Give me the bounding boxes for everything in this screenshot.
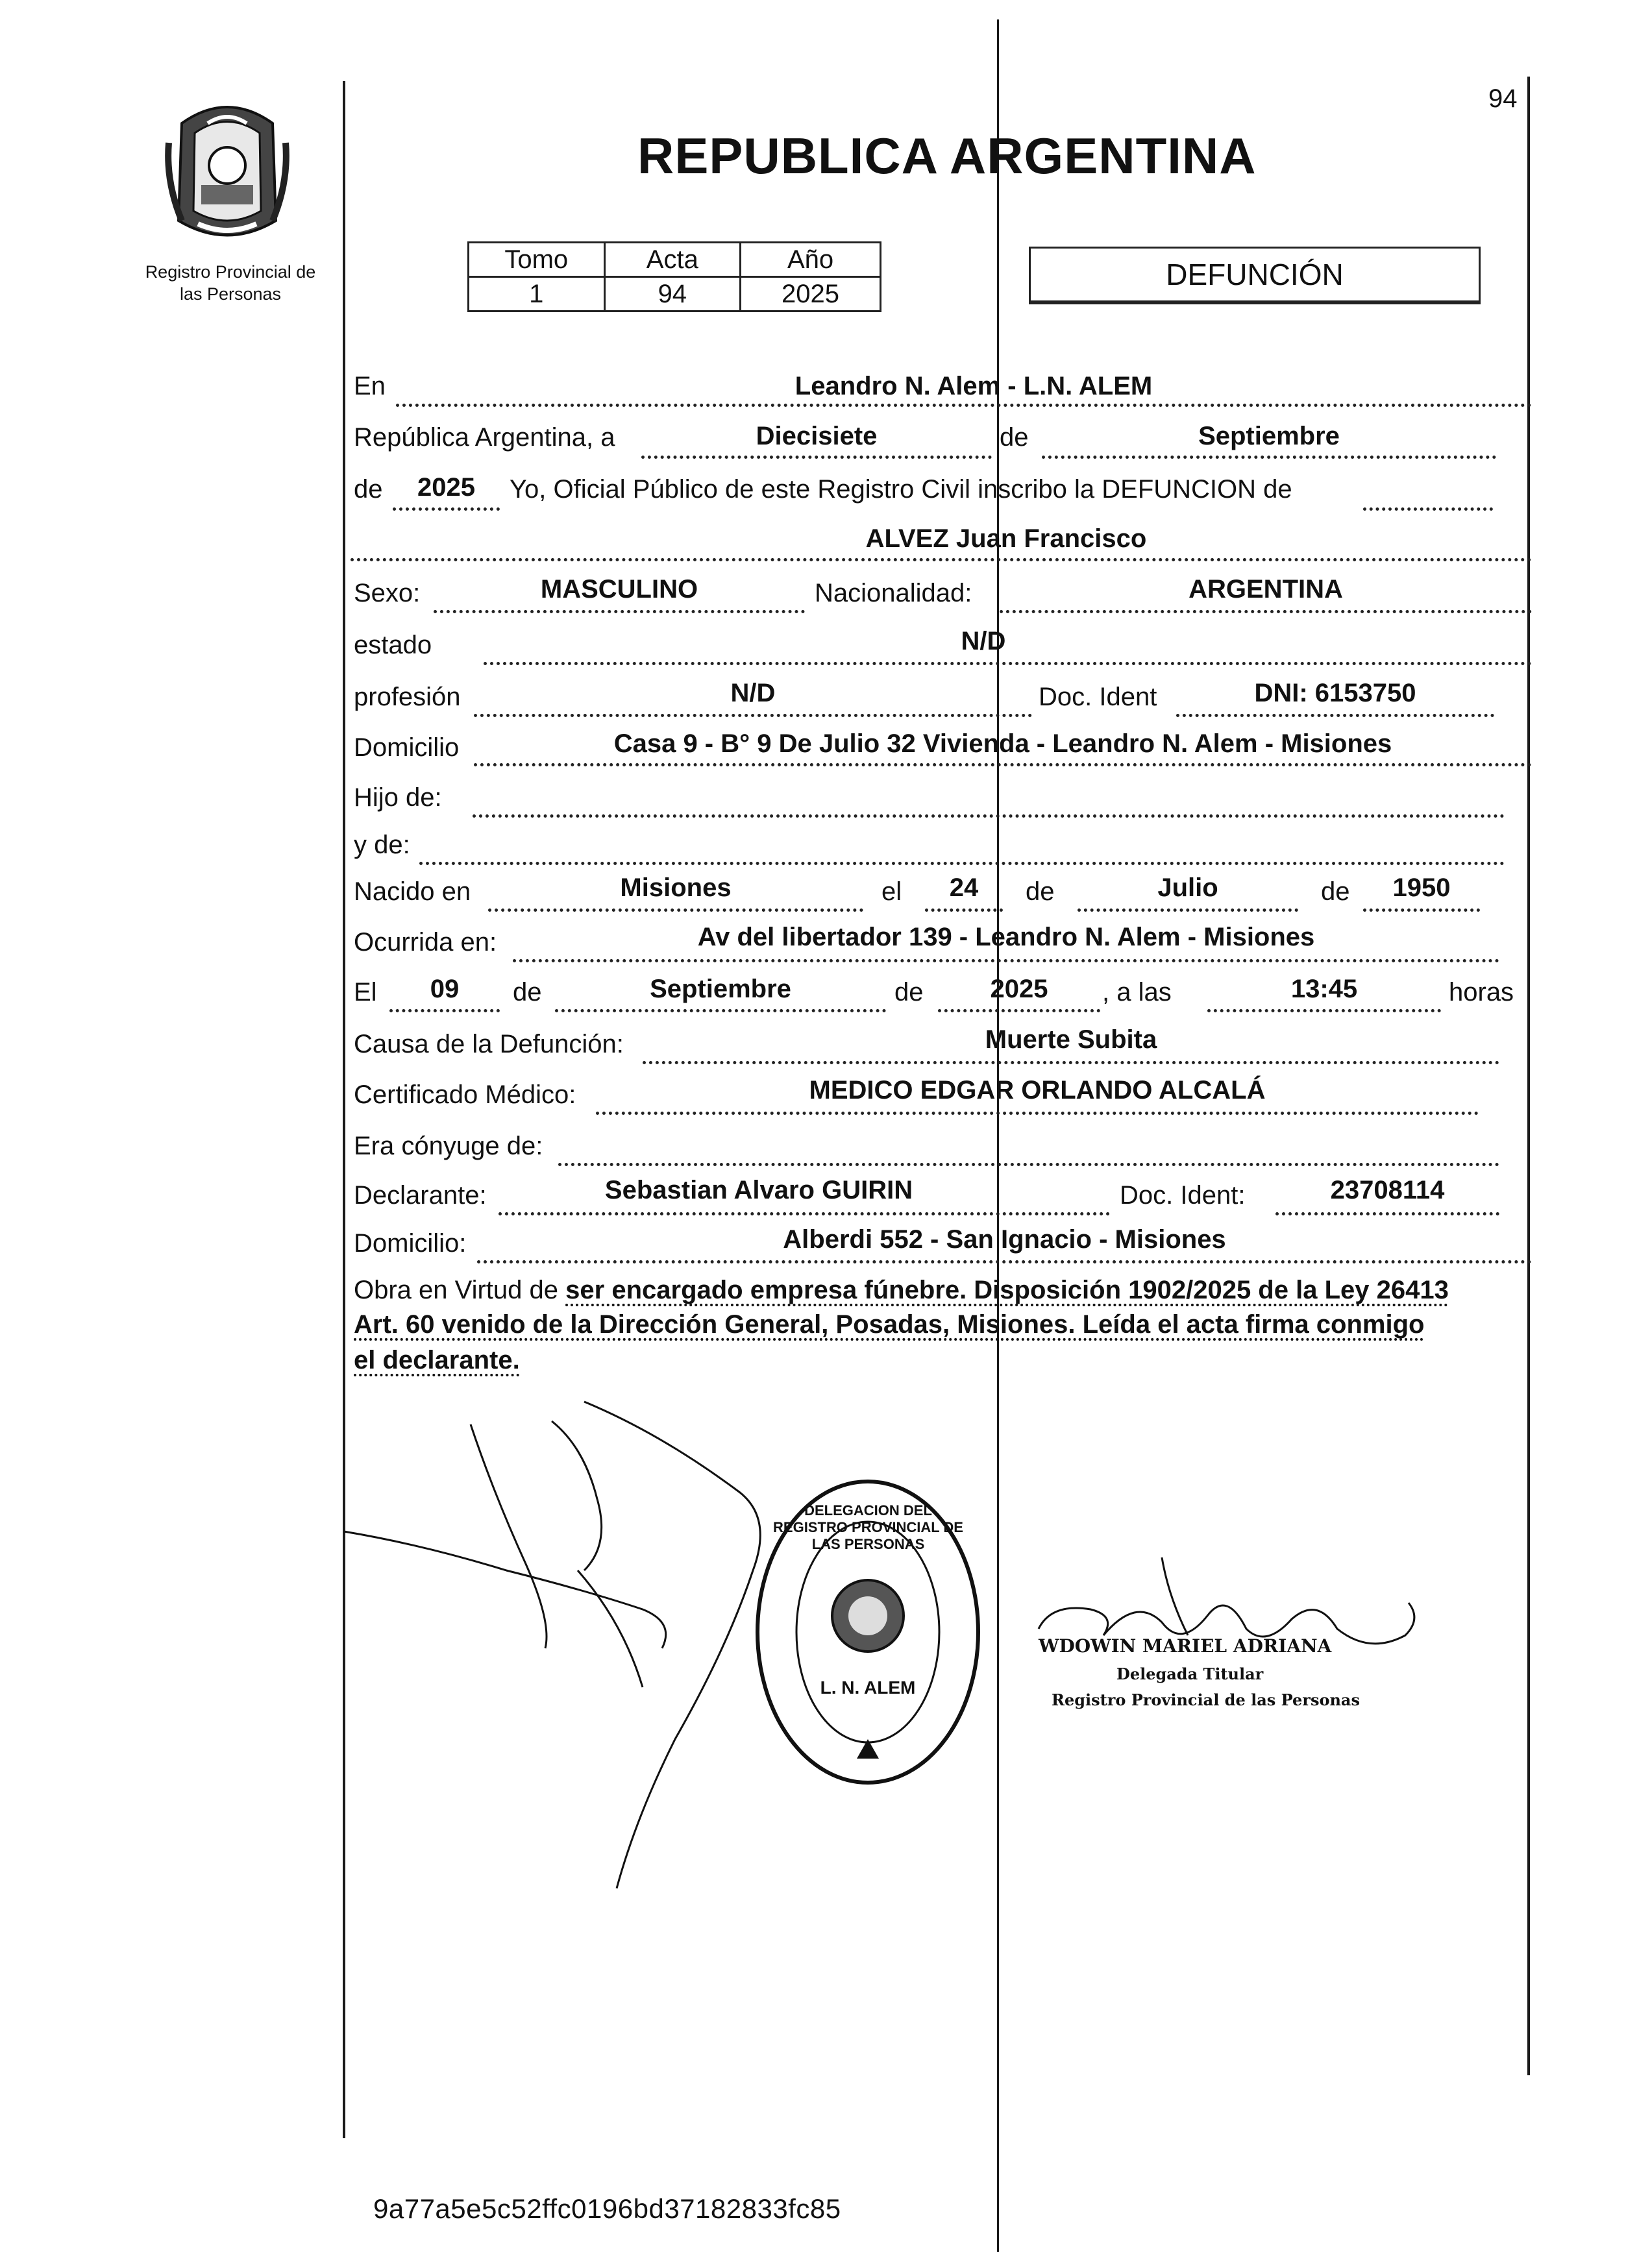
registry-table: [467, 241, 881, 312]
declarante-line: [499, 1212, 1110, 1215]
center-fold-rule: [997, 19, 999, 2252]
domicilio-line: [474, 763, 1532, 766]
domicilio-value: Casa 9 - B° 9 De Julio 32 Vivienda - Leandro N. Alem - Misiones: [613, 729, 1392, 758]
hijo-label: Hijo de:: [354, 783, 442, 812]
header-tomo: Tomo: [469, 243, 605, 277]
day-word: Diecisiete: [756, 422, 878, 450]
official-org: Registro Provincial de las Personas: [1052, 1690, 1360, 1709]
official-signature-icon: [1032, 1557, 1422, 1674]
ocurrida-label: Ocurrida en:: [354, 928, 497, 957]
nacido-label: Nacido en: [354, 877, 471, 906]
causa-line: [643, 1061, 1499, 1064]
el-label: el: [881, 877, 902, 906]
record-type-box: [1029, 247, 1481, 302]
alas-label: , a las: [1102, 978, 1172, 1006]
nacionalidad-label: Nacionalidad:: [815, 579, 972, 607]
estado-value: N/D: [961, 627, 1006, 655]
death-time: 13:45: [1290, 975, 1358, 1003]
year-value: 2025: [417, 473, 475, 502]
decl-dom-line: [477, 1260, 1532, 1263]
month-word: Septiembre: [1198, 422, 1340, 450]
en-line: [396, 404, 1532, 407]
birth-year: 1950: [1392, 873, 1451, 902]
estado-label: estado: [354, 631, 432, 659]
ocurrida-line: [513, 959, 1499, 962]
en-value: Leandro N. Alem - L.N. ALEM: [795, 372, 1153, 400]
birth-month-line: [1078, 908, 1298, 912]
death-day-line: [389, 1009, 500, 1012]
death-year: 2025: [990, 975, 1048, 1003]
decl-dom-label: Domicilio:: [354, 1229, 467, 1258]
year-line: [393, 507, 500, 511]
value-tomo: 1: [469, 277, 605, 311]
misiones-seal-icon: [162, 97, 292, 247]
de-label-3: de: [1026, 877, 1055, 906]
logo-caption: Registro Provincial de las Personas: [145, 262, 316, 304]
document-hash: 9a77a5e5c52ffc0196bd37182833fc85: [373, 2193, 841, 2224]
de-label-6: de: [894, 978, 924, 1006]
death-month-line: [555, 1009, 886, 1012]
en-label: En: [354, 372, 386, 400]
declarante-value: Sebastian Alvaro GUIRIN: [604, 1176, 913, 1204]
right-margin-rule: [1527, 77, 1530, 2075]
stamp-ring-text: DELEGACION DEL REGISTRO PROVINCIAL DE LAS PERSONAS: [773, 1502, 963, 1552]
horas-label: horas: [1449, 978, 1514, 1006]
value-anio: 2025: [741, 277, 881, 311]
deceased-name: ALVEZ Juan Francisco: [865, 524, 1147, 553]
birth-day-line: [925, 908, 1003, 912]
day-word-line: [641, 456, 992, 459]
official-name: WDOWIN MARIEL ADRIANA: [1039, 1635, 1332, 1657]
doc-label: Doc. Ident: [1039, 683, 1157, 711]
nacionalidad-line: [1000, 610, 1532, 613]
profesion-label: profesión: [354, 683, 461, 711]
estado-line: [484, 662, 1532, 665]
sexo-label: Sexo:: [354, 579, 421, 607]
cert-value: MEDICO EDGAR ORLANDO ALCALÁ: [809, 1076, 1266, 1104]
nacido-value: Misiones: [620, 873, 732, 902]
causa-value: Muerte Subita: [985, 1025, 1157, 1054]
page-number: 94: [1488, 84, 1518, 113]
official-role: Delegada Titular: [1116, 1664, 1264, 1683]
birth-year-line: [1363, 908, 1480, 912]
profesion-value: N/D: [730, 679, 776, 707]
nacido-line: [488, 908, 863, 912]
official-line: [1363, 507, 1493, 511]
obra-line-2: Art. 60 venido de la Dirección General, Posadas, Misiones. Leída el acta firma conmigo: [354, 1310, 1425, 1339]
ocurrida-value: Av del libertador 139 - Leandro N. Alem - Misiones: [697, 923, 1315, 951]
record-type: DEFUNCIÓN: [1166, 258, 1344, 291]
de-label-1: de: [1000, 423, 1029, 452]
obra-line-1: ser encargado empresa fúnebre. Disposición 1902/2025 de la Ley 26413: [565, 1276, 1449, 1304]
death-year-line: [938, 1009, 1100, 1012]
de-label-5: de: [513, 978, 542, 1006]
El-label: El: [354, 978, 377, 1006]
conyuge-line: [558, 1163, 1499, 1166]
causa-label: Causa de la Defunción:: [354, 1030, 624, 1058]
decl-doc-label: Doc. Ident:: [1120, 1181, 1246, 1210]
doc-value: DNI: 6153750: [1254, 679, 1416, 707]
de-label-2: de: [354, 475, 383, 504]
cert-label: Certificado Médico:: [354, 1080, 576, 1109]
official-stamp-icon: [753, 1476, 983, 1788]
republica-label: República Argentina, a: [354, 423, 615, 452]
conyuge-label: Era cónyuge de:: [354, 1132, 543, 1160]
hijo-line: [473, 814, 1505, 818]
page-title: REPUBLICA ARGENTINA: [637, 127, 1257, 184]
deceased-line: [351, 558, 1532, 561]
death-month: Septiembre: [650, 975, 791, 1003]
header-anio: Año: [741, 243, 881, 277]
obra-line-3: el declarante.: [354, 1346, 520, 1374]
sexo-value: MASCULINO: [540, 575, 698, 604]
decl-doc-value: 23708114: [1330, 1176, 1445, 1204]
obra-label: [354, 1274, 1449, 1306]
profesion-line: [474, 714, 1032, 717]
death-day: 09: [430, 975, 460, 1003]
header-acta: Acta: [604, 243, 741, 277]
birth-month: Julio: [1157, 873, 1218, 902]
value-acta: 94: [604, 277, 741, 311]
nacionalidad-value: ARGENTINA: [1189, 575, 1343, 604]
decl-doc-line: [1275, 1212, 1499, 1215]
sexo-line: [434, 610, 805, 613]
stamp-center-text: L. N. ALEM: [820, 1677, 916, 1698]
obra-label-text: Obra en Virtud de: [354, 1276, 559, 1304]
yde-label: y de:: [354, 831, 410, 859]
de-label-4: de: [1321, 877, 1350, 906]
declarante-label: Declarante:: [354, 1181, 487, 1210]
decl-dom-value: Alberdi 552 - San Ignacio - Misiones: [783, 1225, 1226, 1254]
doc-line: [1176, 714, 1494, 717]
cert-line: [596, 1112, 1479, 1115]
official-text: Yo, Oficial Público de este Registro Civil inscribo la DEFUNCION de: [510, 475, 1292, 504]
birth-day: 24: [949, 873, 979, 902]
yde-line: [419, 862, 1505, 865]
domicilio-label: Domicilio: [354, 733, 460, 762]
month-word-line: [1042, 456, 1496, 459]
death-time-line: [1207, 1009, 1441, 1012]
